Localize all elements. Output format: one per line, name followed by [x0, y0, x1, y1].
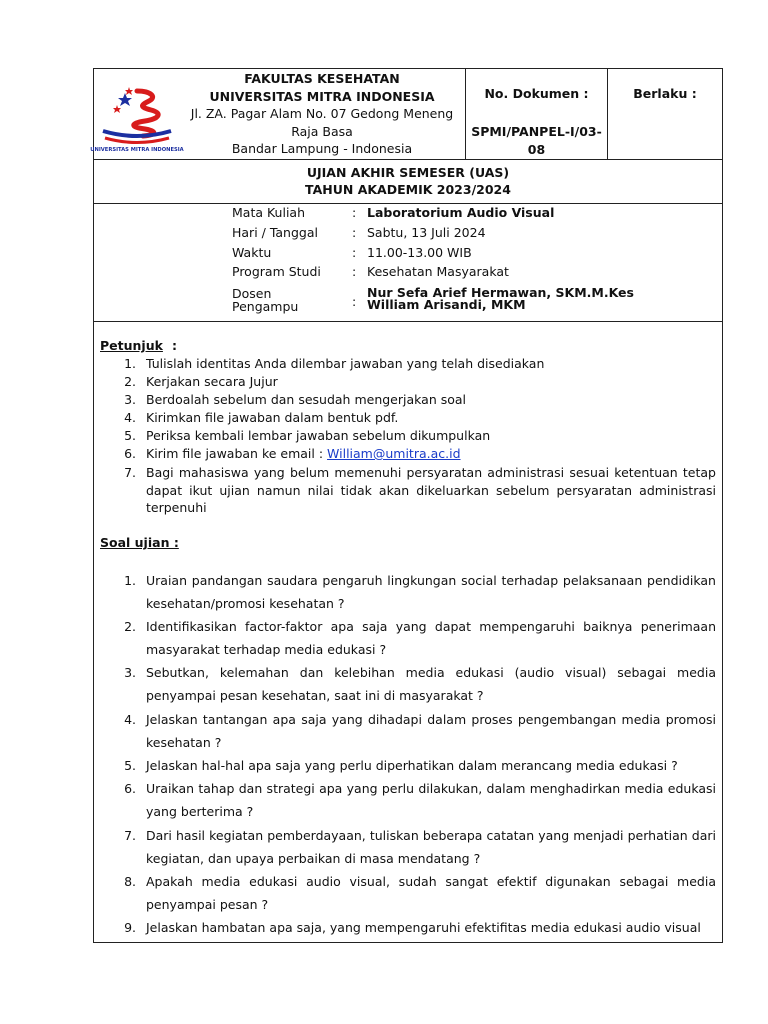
divider — [607, 69, 608, 160]
university-logo — [90, 83, 184, 153]
program-value: Kesehatan Masyarakat — [367, 264, 509, 279]
lecturer-2: William Arisandi, MKM — [367, 297, 526, 312]
address-line-1: Jl. ZA. Pagar Alam No. 07 Gedong Meneng — [190, 106, 454, 122]
header-row — [90, 69, 722, 160]
valid-label: Berlaku : — [633, 86, 697, 101]
svg-text:UNIVERSITAS MITRA INDONESIA: UNIVERSITAS MITRA INDONESIA — [90, 147, 184, 153]
course-info: Mata Kuliah : Laboratorium Audio Visual Hari / Tanggal : Sabtu, 13 Juli 2024 Waktu : 11.00-13.00 WIB Program Studi : Kesehatan Masyarakat Dosen Pengampu : Nur Sefa Arief Hermawan, SKM.M.Kes William Arisandi, MKM — [232, 205, 634, 314]
doc-number-label: No. Dokumen : — [484, 86, 589, 101]
lecturer-1: Nur Sefa Arief Hermawan, SKM.M.Kes — [367, 285, 634, 300]
date-value: Sabtu, 13 Juli 2024 — [367, 225, 486, 240]
doc-number-value: SPMI/PANPEL-I/03- 08 — [471, 124, 602, 157]
address-line-3: Bandar Lampung - Indonesia — [231, 141, 413, 157]
institution-block — [179, 69, 465, 158]
time-value: 11.00-13.00 WIB — [367, 245, 472, 260]
questions-heading: Soal ujian : — [100, 535, 179, 550]
course-info-row — [94, 204, 722, 322]
instructions-heading: Petunjuk — [100, 338, 163, 353]
exam-title: UJIAN AKHIR SEMESER (UAS) TAHUN AKADEMIK 2023/2024 — [305, 165, 511, 197]
course-value: Laboratorium Audio Visual — [367, 205, 555, 220]
faculty-name: FAKULTAS KESEHATAN — [244, 71, 400, 86]
university-name: UNIVERSITAS MITRA INDONESIA — [209, 88, 435, 104]
address-line-2: Raja Basa — [291, 123, 353, 139]
exam-title-row — [94, 160, 722, 204]
email-link[interactable]: William@umitra.ac.id — [327, 446, 461, 461]
exam-document: UNIVERSITAS MITRA INDONESIA FAKULTAS KESEHATAN UNIVERSITAS MITRA INDONESIA Jl. ZA. Pagar Alam No. 07 Gedong Meneng Raja Basa Bandar Lampung - Indonesia No. Dokumen : SPMI/PANPEL-I/03- 08 Berlaku : UJIAN AKHIR SEMESER (UAS) TAHUN AKADEMIK 2023/2024 Mata Kuliah : Laboratorium Audio Visual Hari / Tanggal : Sabtu, 13 Juli 2024 Waktu : 11.00-13.00 WIB Program Studi : Kesehatan Masyarakat Dosen Pengampu : Nur Sefa Arief Hermawan, SKM.M.Kes William Arisandi, MKM Petunjuk : 1. Tulislah identitas Anda dilembar jawaban yang telah disediakan 2. Kerjakan secara Jujur 3. Berdoalah sebelum dan sesudah mengerjakan soal 4. Kirimkan file jawaban dalam bentuk pdf. 5. Periksa kembali lembar jawaban sebelum dikumpulkan 6. Kirim file jawaban ke email : William@umitra.ac.id 7. Bagi mahasiswa yang belum memenuhi persyaratan administrasi sesuai ketentuan tetap dapat ikut ujian namun nilai tidak akan dikeluarkan sebelum persyaratan administrasi terpenuhi Soal ujian : 1. Uraian pandangan saudara pengaruh lingkungan social terhadap pelaksanaan pendidikan kesehatan/promosi kesehatan ? 2. Identifikasikan factor-faktor apa saja yang dapat mempengaruhi baiknya penerimaan masyarakat terhadap media edukasi ? 3. Sebutkan, kelemahan dan kelebihan media edukasi (audio visual) sebagai media penyampai pesan kesehatan, saat ini di masyarakat ? 4. Jelaskan tantangan apa saja yang dihadapi dalam proses pengembangan media promosi kesehatan ? 5. Jelaskan hal-hal apa saja yang perlu diperhatikan dalam merancang media edukasi ? 6. Uraikan tahap dan strategi apa yang perlu dilakukan, dalam menghadirkan media edukasi yang berterima ? 7. Dari hasil kegiatan pemberdayaan, tuliskan beberapa catatan yang menjadi perhatian dari kegiatan, dan upaya perbaikan di masa mendatang ? 8. Apakah media edukasi audio visual, sudah sangat efektif digunakan sebagai media penyampai pesan ? 9. Jelaskan hambatan apa saja, yang mempengaruhi efektifitas media edukasi audio visual — [93, 68, 723, 943]
